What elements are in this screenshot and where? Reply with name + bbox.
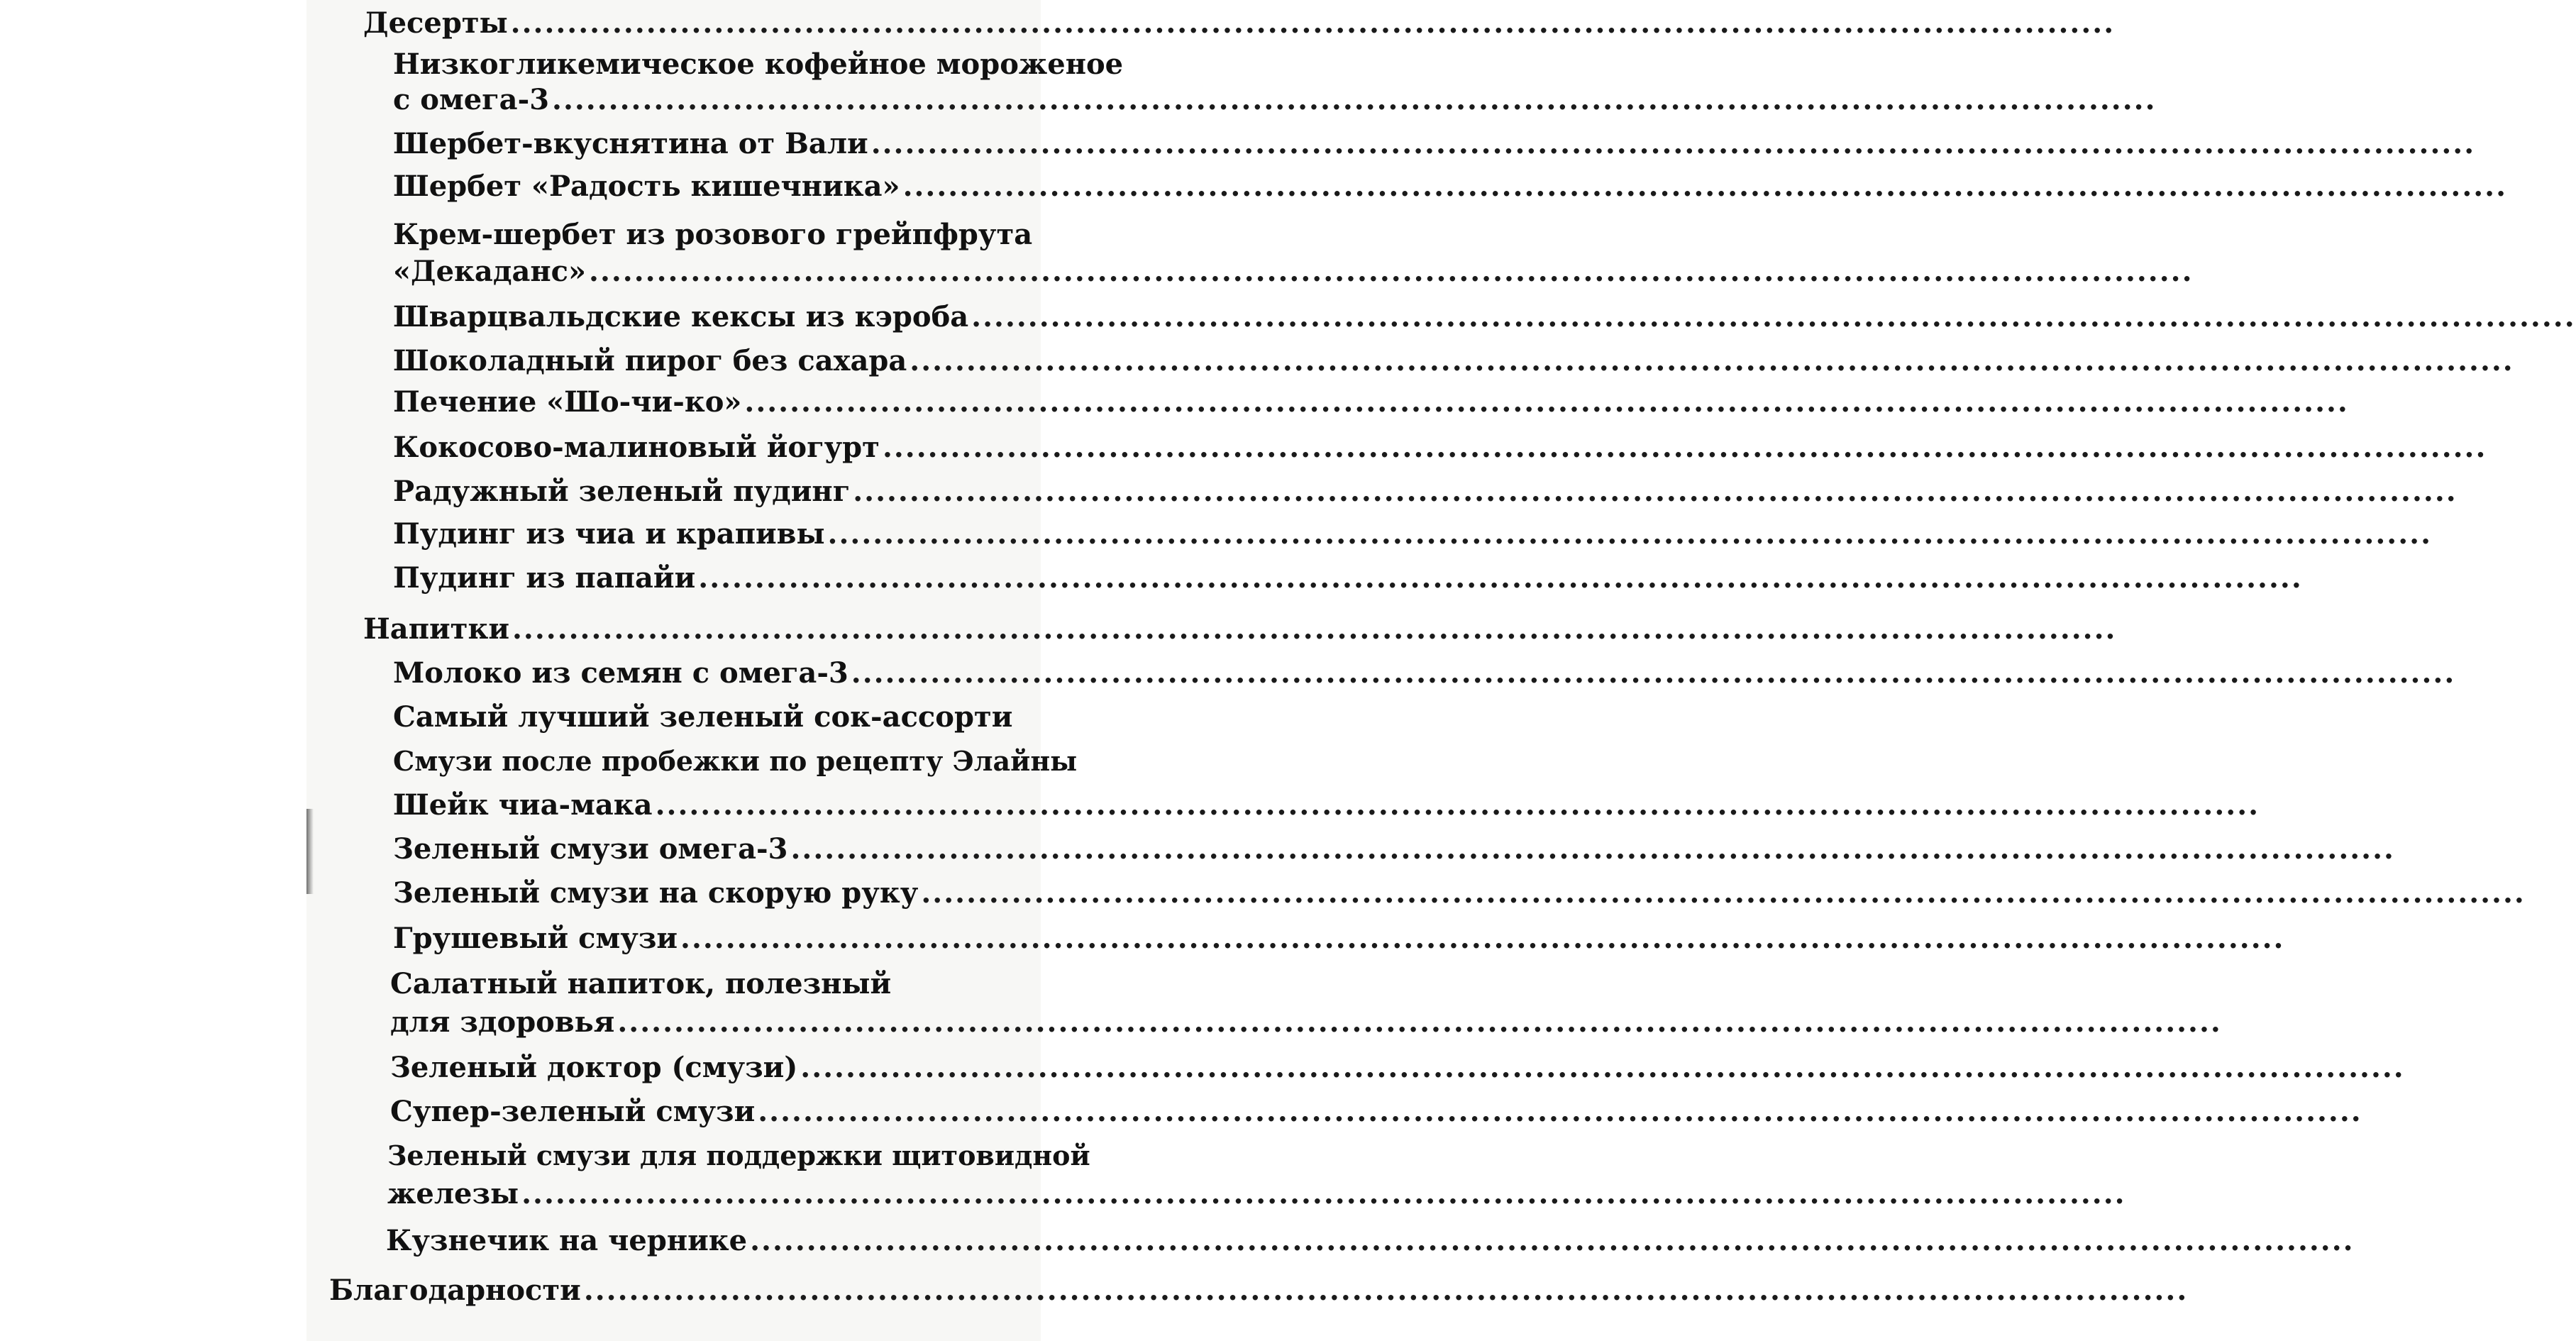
toc-section-drinks[interactable]: [363, 610, 1001, 649]
toc-entry[interactable]: [393, 786, 1002, 824]
leader-dots: [921, 874, 2525, 912]
leader-dots: [851, 654, 2455, 692]
leader-dots: [750, 1222, 2354, 1260]
toc-entry[interactable]: [393, 429, 1001, 467]
leader-dots: [512, 610, 2116, 649]
leader-dots: [790, 830, 2394, 868]
leader-dots: [656, 786, 2260, 824]
toc-entry-label: Шоколадный пирог без сахара: [393, 344, 907, 377]
leader-dots: [589, 253, 2193, 291]
leader-dots: [800, 1049, 2404, 1087]
leader-dots: [758, 1093, 2362, 1131]
toc-entry[interactable]: [390, 965, 891, 1003]
toc-entry-label: Зеленый смузи для поддержки щитовидной: [387, 1139, 1090, 1171]
toc-entry-label: Пудинг из папайи: [393, 561, 696, 595]
toc-section-desserts[interactable]: [363, 4, 998, 43]
toc-entry-label: Шербет-вкуснятина от Вали: [393, 127, 868, 160]
leader-dots: [521, 1175, 2126, 1213]
toc-entry[interactable]: [393, 559, 1001, 597]
toc-entry[interactable]: [393, 654, 1002, 692]
toc-entry-label: Пудинг из чиа и крапивы: [393, 517, 825, 551]
toc-entry[interactable]: [390, 1003, 1002, 1042]
leader-dots: [828, 515, 2432, 553]
toc-entry[interactable]: [393, 216, 1032, 254]
toc-heading: Благодарности: [329, 1274, 581, 1307]
toc-entry[interactable]: [386, 1222, 1002, 1260]
toc-entry[interactable]: [393, 383, 1001, 421]
leader-dots: [617, 1003, 2221, 1042]
toc-entry-label: Радужный зеленый пудинг: [393, 475, 851, 508]
table-of-contents: [306, 0, 1124, 1341]
toc-heading: Десерты: [363, 6, 508, 40]
toc-entry-label: Самый лучший зеленый сок-ассорти: [393, 700, 1013, 734]
toc-entry-label: Кузнечик на чернике: [386, 1224, 748, 1257]
leader-dots: [871, 125, 2475, 163]
leader-dots: [511, 4, 2115, 43]
toc-entry[interactable]: [393, 698, 1013, 736]
toc-entry-label: Кокосово-малиновый йогурт: [393, 431, 880, 464]
toc-entry[interactable]: [393, 253, 1000, 291]
leader-dots: [744, 383, 2348, 421]
toc-entry[interactable]: [393, 920, 1002, 958]
toc-entry-label: железы: [387, 1177, 519, 1210]
toc-entry-label: Низкогликемическое кофейное мороженое: [393, 48, 1124, 81]
toc-entry-label: Печение «Шо-чи-ко»: [393, 385, 742, 419]
toc-entry-label: «Декаданс»: [393, 255, 587, 288]
leader-dots: [698, 559, 2302, 597]
toc-entry-label: Супер-зеленый смузи: [390, 1095, 756, 1128]
leader-dots: [552, 81, 2156, 119]
leader-dots: [910, 342, 2514, 380]
leader-dots: [883, 429, 2487, 467]
toc-entry-label: для здоровья: [390, 1005, 615, 1039]
toc-entry-label: Зеленый доктор (смузи): [390, 1051, 798, 1084]
toc-entry-label: Шварцвальдские кексы из кэроба: [393, 300, 969, 333]
leader-dots: [903, 167, 2507, 206]
leader-dots: [584, 1271, 2188, 1310]
toc-entry[interactable]: [393, 342, 1001, 380]
toc-entry-label: Зеленый смузи на скорую руку: [393, 876, 919, 910]
toc-entry-label: Салатный напиток, полезный: [390, 967, 892, 1000]
leader-dots: [853, 473, 2457, 511]
toc-entry-label: с омега-3: [393, 83, 550, 116]
toc-entry-label: Смузи после пробежки по рецепту Элайны: [393, 745, 1078, 777]
toc-entry[interactable]: [393, 830, 1002, 868]
toc-entry-label: Грушевый смузи: [393, 922, 678, 955]
toc-entry-label: Зеленый смузи омега-3: [393, 832, 788, 866]
toc-entry[interactable]: [393, 298, 1001, 336]
toc-entry[interactable]: [393, 515, 1001, 553]
toc-entry-label: Молоко из семян с омега-3: [393, 656, 848, 690]
toc-entry[interactable]: [387, 1175, 1002, 1213]
toc-entry-label: Шейк чиа-мака: [393, 788, 653, 822]
toc-heading: Напитки: [363, 612, 509, 646]
toc-entry[interactable]: [393, 742, 1078, 780]
toc-entry[interactable]: [393, 81, 1000, 119]
toc-entry-label: Крем-шербет из розового грейпфрута: [393, 218, 1033, 251]
toc-entry[interactable]: [390, 1093, 1002, 1131]
toc-entry[interactable]: [393, 45, 1123, 84]
toc-entry[interactable]: [393, 473, 1001, 511]
book-page: [306, 0, 1124, 1341]
toc-entry[interactable]: [390, 1049, 1002, 1087]
toc-section-acknowledgements[interactable]: [329, 1271, 1002, 1310]
leader-dots: [680, 920, 2284, 958]
toc-entry-label: Шербет «Радость кишечника»: [393, 170, 900, 203]
leader-dots: [971, 298, 2575, 336]
toc-entry[interactable]: [387, 1137, 1090, 1175]
toc-entry[interactable]: [393, 874, 1002, 912]
toc-entry[interactable]: [393, 125, 1000, 163]
toc-entry[interactable]: [393, 167, 1000, 206]
